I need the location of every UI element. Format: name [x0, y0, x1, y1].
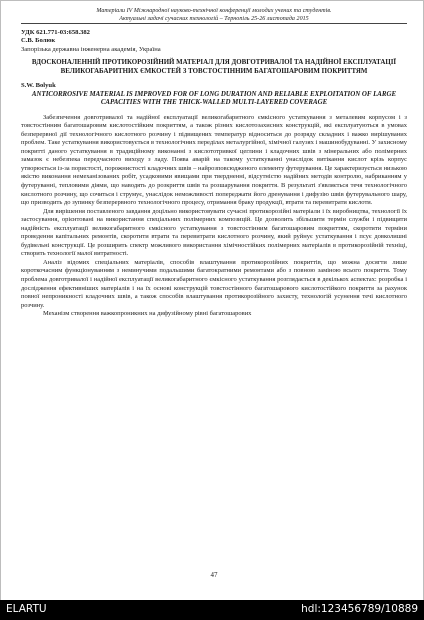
udc-code: УДК 621.771-03:658.382 [21, 29, 90, 36]
title-english: ANTICORROSIVE MATERIAL IS IMPROVED FOR OF LONG DURATION AND RELIABLE EXPLOITATION OF LARGE CAPACITIES WITH THE THICK-WALLED MULTI-LAYERED COVERAGE [31, 90, 397, 107]
repository-name: ELARTU [6, 603, 47, 615]
article-body [21, 114, 407, 319]
author-en: S.W. Bolyuk [21, 82, 56, 90]
author-ua: С.В. Болюк [21, 37, 56, 45]
body-paragraph-2: Для вирішення поставленого завдання доцільно використовувати сучасні протикорозійні матеріали і їх виробництва, технології їх застосування, орієнтовані на використання спеціальних полімерних композицій. Це дозволить збільшити термін служби і підвищити надійність експлуатації великогабаритного ємкісного устаткування з товстостінним багатошаровим покриттям, скоротити терміни проведення капітальних ремонтів, скоротити втрати та перевитрати кислотного розчину, який руйнує устаткування і псує довколишні будівельні конструкції. Це розширить спектр можливого використання хімічностійких полімерних матеріалів в протикорозійній техніці, створить технології малої витратності. [21, 207, 407, 258]
affiliation-ua: Запорізька державна інженерна академія, Україна [21, 45, 161, 53]
title-ukrainian: ВДОСКОНАЛЕННІЙ ПРОТИКОРОЗІЙНИЙ МАТЕРІАЛ ДЛЯ ДОВГОТРИВАЛОЇ ТА НАДІЙНОЇ ЕКСПЛУАТАЦІЇ ВЕЛИКОГАБАРИТНИХ ЄМКОСТЕЙ З ТОВСТОСТІННИМ БАГАТОШАРОВИМ ПОКРИТТЯМ [31, 59, 397, 75]
repository-footer [0, 600, 424, 620]
handle-identifier[interactable]: hdl:123456789/10889 [301, 603, 418, 615]
document-page [21, 7, 407, 595]
conference-header-line-1: Матеріали IV Міжнародної науково-технічної конференції молодих учених та студентів. [96, 8, 332, 14]
body-paragraph-3: Аналіз відомих спеціальних матеріалів, способів влаштування протикорозійних покриттів, що можна досягти лише короткочасним функціонуванням з неминучими подальшими багатократними ремонтами або з повною заміною всього покриття. Тому проблема довготривалої і надійної експлуатації великогабаритного ємкісного устаткування розглядається в декількох аспектах: розробка і дослідження ефективніших матеріалів і на їх основі конструкцій товстостінного багатошарового кислотостійкого покриття за рахунок повної непроникності кладочних швів, а також способів влаштування протикорозійного захисту, технологій усунення течі кислотного розчину. [21, 258, 407, 309]
page-number: 47 [210, 571, 218, 579]
body-paragraph-1: Забезпечення довготривалої та надійної експлуатації великогабаритного ємкісного устаткування з металевим корпусом і з товстостінним багатошаровим кислотостійким покриттям, а також різних кислотозахисних конструкцій, які експлуатуються в умовах безперервної дії технологічного кислотного розчину і підвищених температур відноситься до розряду складних і важко вирішуваних проблем. Таке устаткування використовується в технологічних переділах металургійної, хімічної галузях і машинобудуванні. У захисному покритті даного устаткування в традиційному виконанні з кислототривкої цеглини і кладочних швів з мінеральних або полімерних замазок є небезпека передчасного виходу з ладу. Поява аварій на такому устаткуванні унаслідок витікання кислот крізь корпус утворюється із-за пористості, порожнистості кладочних швів – найрозповсюдженого елементу футерування. Це характеризується низькою якістю виконання немеханізованих робіт, усадковими явищами при твердненні, відсутністю надійних методів контролю, набриканням у футеруванні, тепловими діями, що наводять до розкриття швів та розшарування покриття. В результаті з'являється течя технологічного кислотного розчину, що сочиться і струмує, унаслідок неможливості попереджати його дренування і дифузію швів футерувального шару, що призводить до зупинку безперервного технологічного процесу, отримання браку продукції, втрати та перевитрати кислоти. [21, 113, 407, 207]
header-divider [21, 23, 407, 24]
body-paragraph-4: Механізм створення важкопроникних на дифузійному рівні багатошарових [43, 310, 252, 318]
conference-header-line-2: Актуальні задачі сучасних технологій – Тернопіль 25-26 листопада 2015 [119, 16, 309, 22]
